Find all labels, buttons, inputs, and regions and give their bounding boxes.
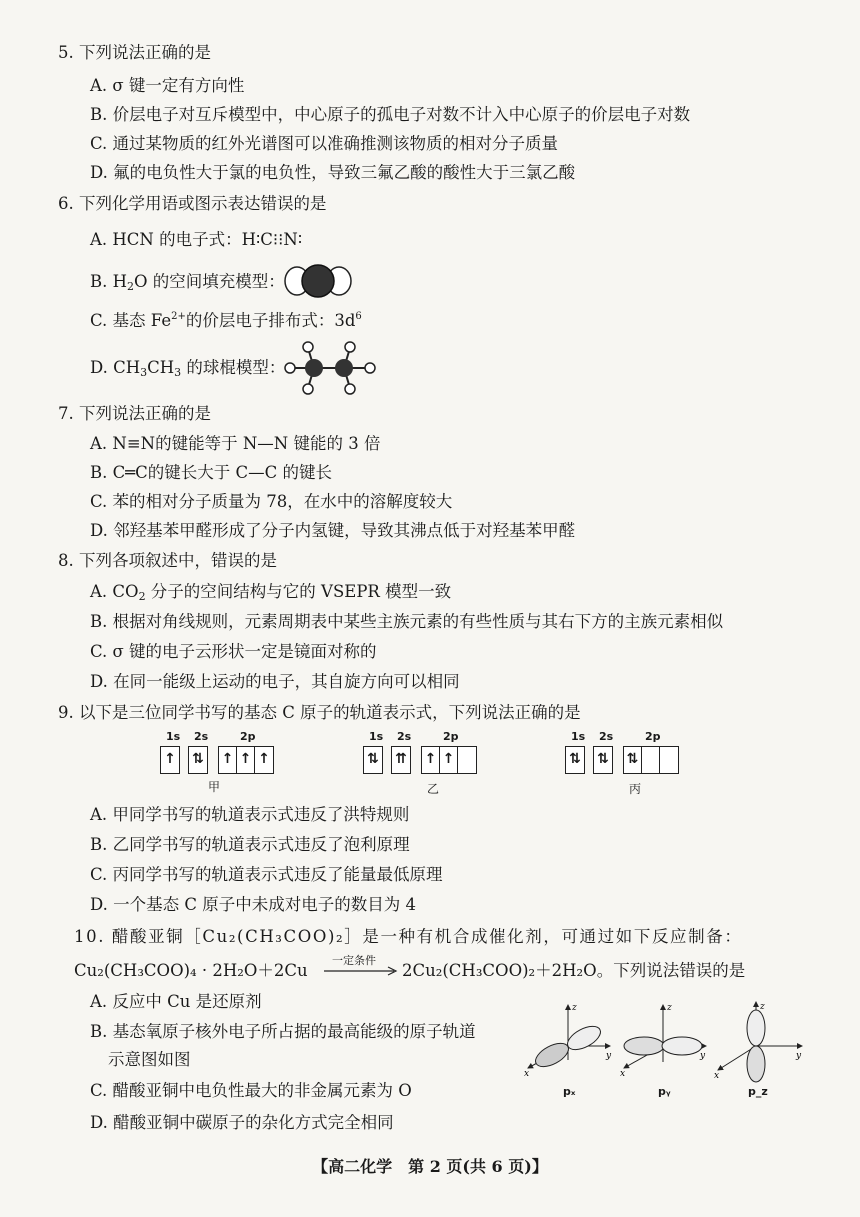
q6-option-b: B. $H_2O$ 的空间填充模型：	[90, 272, 285, 293]
q5-stem: 5. 下列说法正确的是	[58, 43, 211, 62]
q8-option-c: C. σ 键的电子云形状一定是镜面对称的	[90, 642, 377, 661]
py-caption: pᵧ	[658, 1085, 671, 1098]
q10-option-a: A. 反应中 Cu 是还原剂	[90, 992, 262, 1011]
q9-option-b: B. 乙同学书写的轨道表示式违反了泡利原理	[90, 835, 410, 854]
q9-stem: 9. 以下是三位同学书写的基态 C 原子的轨道表示式，下列说法正确的是	[58, 703, 581, 722]
q10-option-b-line1: B. 基态氧原子核外电子所占据的最高能级的原子轨道	[90, 1022, 476, 1041]
q6-stem: 6. 下列化学用语或图示表达错误的是	[58, 194, 327, 213]
q10-stem-right: 2Cu₂(CH₃COO)₂＋2H₂O。下列说法错误的是	[402, 961, 746, 980]
svg-text:x: x	[714, 1071, 720, 1081]
q5-option-a: A. σ 键一定有方向性	[90, 76, 245, 95]
svg-text:z: z	[572, 1003, 577, 1013]
pz-caption: p_z	[748, 1085, 768, 1098]
q8-option-d: D. 在同一能级上运动的电子，其自旋方向可以相同	[90, 672, 460, 691]
q6-option-a: A. HCN 的电子式：H∶C⁝⁝N∶	[90, 230, 303, 249]
q5-option-d: D. 氟的电负性大于氯的电负性，导致三氟乙酸的酸性大于三氯乙酸	[90, 163, 576, 182]
q8-stem: 8. 下列各项叙述中，错误的是	[58, 551, 277, 570]
q8-option-a: A. $CO_2$ 分子的空间结构与它的 VSEPR 模型一致	[90, 582, 452, 603]
reaction-arrow: 一定条件	[322, 952, 400, 982]
q10-option-c: C. 醋酸亚铜中电负性最大的非金属元素为 O	[90, 1081, 412, 1100]
q9-option-a: A. 甲同学书写的轨道表示式违反了洪特规则	[90, 805, 410, 824]
svg-text:y: y	[700, 1051, 706, 1061]
q7-option-b: B. C═C的键长大于 C—C 的键长	[90, 463, 333, 482]
svg-text:z: z	[760, 1002, 765, 1012]
q7-option-d: D. 邻羟基苯甲醛形成了分子内氢键，导致其沸点低于对羟基苯甲醛	[90, 521, 576, 540]
water-space-filling-model	[283, 264, 353, 298]
q10-stem-left: Cu₂(CH₃COO)₄ · 2H₂O＋2Cu	[74, 961, 308, 980]
q10-option-b-line2: 示意图如图	[108, 1050, 191, 1069]
svg-text:z: z	[667, 1003, 672, 1013]
page-footer: 【高二化学 第 2 页(共 6 页)】	[312, 1157, 548, 1176]
svg-text:y: y	[796, 1051, 802, 1061]
orbital-diagram-bing: 1s 2s 2p ⇅ ⇅ ⇅ 丙	[565, 728, 695, 798]
q5-option-c: C. 通过某物质的红外光谱图可以准确推测该物质的相对分子质量	[90, 134, 559, 153]
q9-option-c: C. 丙同学书写的轨道表示式违反了能量最低原理	[90, 865, 443, 884]
q7-option-a: A. N≡N的键能等于 N—N 键能的 3 倍	[90, 434, 381, 453]
q10-option-d: D. 醋酸亚铜中碳原子的杂化方式完全相同	[90, 1113, 394, 1132]
q8-option-b: B. 根据对角线规则，元素周期表中某些主族元素的有些性质与其右下方的主族元素相似	[90, 612, 724, 631]
q7-stem: 7. 下列说法正确的是	[58, 404, 211, 423]
q7-option-c: C. 苯的相对分子质量为 78，在水中的溶解度较大	[90, 492, 453, 511]
svg-text:y: y	[606, 1051, 612, 1061]
orbital-diagram-jia: 1s 2s 2p ↑ ⇅ ↑ ↑ ↑ 甲	[160, 728, 290, 798]
svg-text:x: x	[524, 1069, 530, 1079]
q9-option-d: D. 一个基态 C 原子中未成对电子的数目为 4	[90, 895, 416, 914]
q6-option-c: C. 基态 $Fe^{2+}$的价层电子排布式：$3d^6$	[90, 311, 362, 330]
q5-option-b: B. 价层电子对互斥模型中，中心原子的孤电子对数不计入中心原子的价层电子对数	[90, 105, 691, 124]
q10-stem-line1: 10. 醋酸亚铜［Cu₂(CH₃COO)₂］是一种有机合成催化剂，可通过如下反应制备：	[74, 927, 743, 946]
orbital-diagram-yi: 1s 2s 2p ⇅ ⇈ ↑ ↑ 乙	[363, 728, 493, 798]
q6-option-d: D. $CH_3CH_3$ 的球棍模型：	[90, 358, 286, 379]
svg-text:x: x	[620, 1069, 626, 1079]
px-caption: pₓ	[563, 1085, 576, 1098]
ethane-ball-stick-model	[282, 340, 378, 396]
